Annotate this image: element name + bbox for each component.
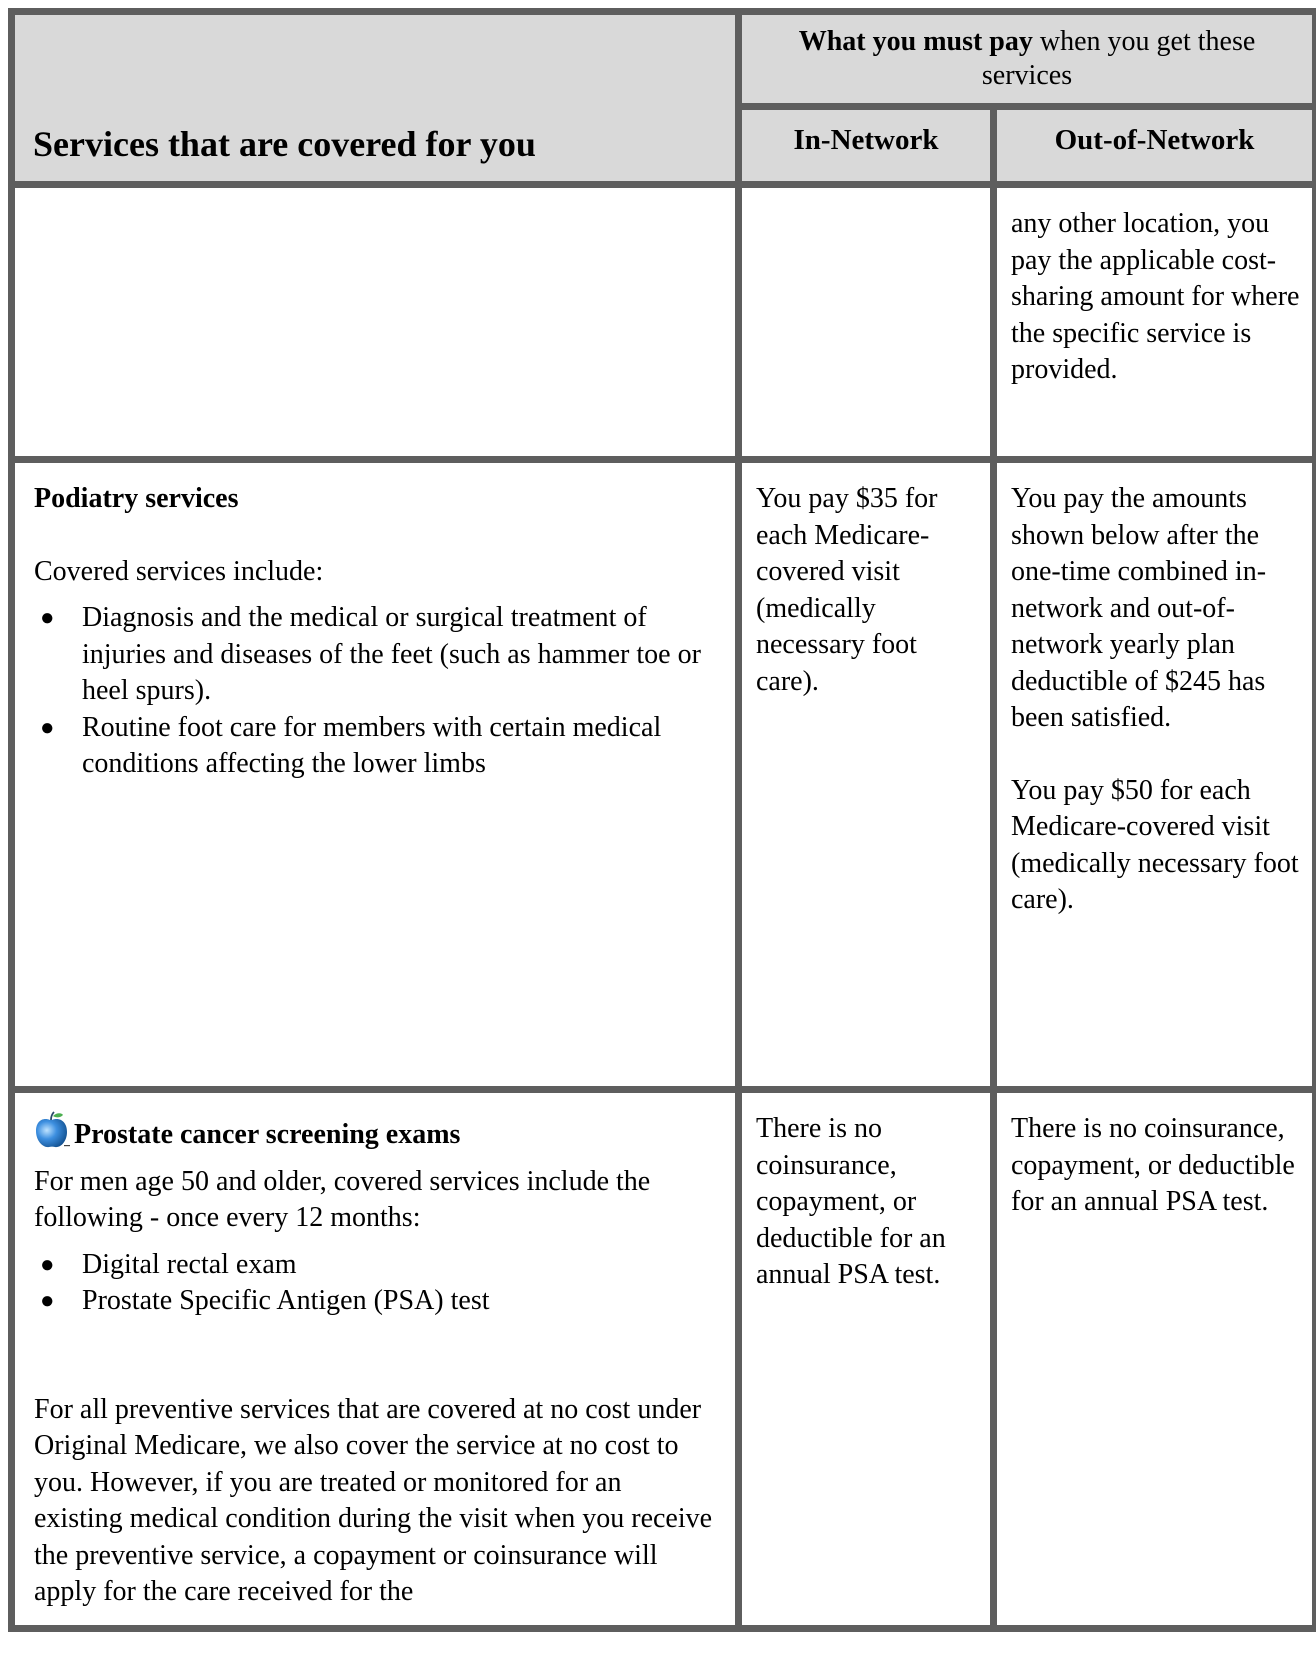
- list-item: [34, 1247, 717, 1284]
- out-of-network-cell-podiatry: [994, 460, 1316, 1090]
- podiatry-title: Podiatry services: [34, 483, 239, 514]
- bullet-icon: ●: [40, 1288, 55, 1314]
- in-network-text: You pay $35 for each Medicare-covered visit (medically necessary foot care).: [756, 483, 938, 697]
- what-you-pay-bold: What you must pay: [798, 26, 1033, 57]
- header-row-top: [12, 12, 1316, 107]
- out-of-network-text-2: You pay $50 for each Medicare-covered visit (medically necessary foot care).: [1011, 774, 1299, 915]
- service-cell-prostate: [12, 1090, 739, 1629]
- out-of-network-cell-prostate: [994, 1090, 1316, 1629]
- table-row-podiatry: [12, 460, 1316, 1090]
- benefits-table: [8, 8, 1316, 1632]
- bullet-text: Digital rectal exam: [82, 1248, 297, 1280]
- bullet-icon: ●: [40, 714, 55, 741]
- preventive-note: For all preventive services that are covered at no cost under Original Medicare, we also cover the service at no cost to you. However, if you are treated or monitored for an existing medical condition during the visit when you receive the preventive service, a copayment or coinsurance will apply for the care received for the: [34, 1393, 713, 1607]
- out-of-network-text: any other location, you pay the applicable cost-sharing amount for where the specific service is provided.: [1011, 208, 1300, 385]
- in-network-cell-podiatry: [739, 460, 994, 1090]
- table-row-prostate: [12, 1090, 1316, 1629]
- out-of-network-text: There is no coinsurance, copayment, or deductible for an annual PSA test.: [1011, 1113, 1295, 1217]
- service-cell-empty: [12, 185, 739, 460]
- bullet-text: Diagnosis and the medical or surgical treatment of injuries and diseases of the feet (such as hammer toe or heel spurs).: [82, 602, 701, 706]
- in-network-cell-empty: [739, 185, 994, 460]
- services-header: Services that are covered for you: [12, 12, 739, 185]
- list-item: [34, 710, 717, 783]
- bullet-icon: ●: [40, 1251, 55, 1278]
- what-you-pay-rest: when you get these services: [981, 26, 1256, 91]
- prostate-title: Prostate cancer screening exams: [74, 1119, 461, 1150]
- what-you-pay-header: [739, 12, 1316, 107]
- out-of-network-cell: [994, 185, 1316, 460]
- bullet-text: Routine foot care for members with certain medical conditions affecting the lower limbs: [82, 711, 662, 779]
- list-item: [34, 1283, 717, 1320]
- bullet-text: Prostate Specific Antigen (PSA) test: [82, 1285, 490, 1316]
- podiatry-intro: Covered services include:: [34, 555, 324, 587]
- in-network-cell-prostate: [739, 1090, 994, 1629]
- list-item: [34, 600, 717, 710]
- bullet-icon: ●: [40, 605, 55, 631]
- apple-icon: [34, 1111, 70, 1149]
- prostate-intro: For men age 50 and older, covered services include the following - once every 12 months:: [34, 1165, 651, 1233]
- podiatry-bullet-list: [34, 600, 717, 783]
- prostate-bullet-list: [34, 1247, 717, 1320]
- out-of-network-header: Out-of-Network: [994, 107, 1316, 185]
- in-network-header: In-Network: [739, 107, 994, 185]
- table-row-continued: [12, 185, 1316, 460]
- out-of-network-text-1: You pay the amounts shown below after the one-time combined in-network and out-of-network yearly plan deductible of $245 has been satisfied.: [1011, 483, 1267, 733]
- service-cell-podiatry: [12, 460, 739, 1090]
- in-network-text: There is no coinsurance, copayment, or deductible for an annual PSA test.: [756, 1113, 946, 1290]
- prostate-title-line: [34, 1111, 717, 1154]
